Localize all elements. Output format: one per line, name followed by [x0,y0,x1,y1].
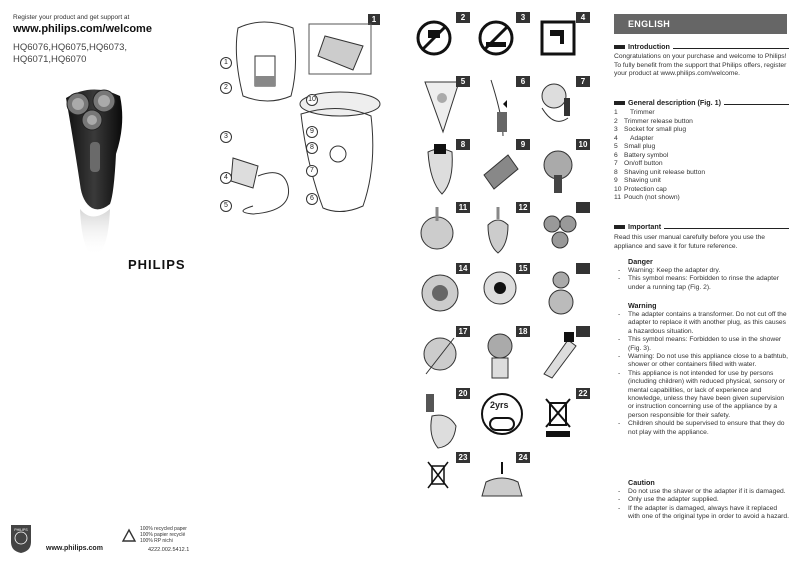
list-item: - This symbol means: Forbidden to use in the shower (Fig. 3). [618,336,782,352]
english-header: ENGLISH [614,14,787,34]
fig-19-image [538,330,580,380]
list-item: 8 Shaving unit release button [614,168,706,176]
important-text: Read this user manual carefully before you use the appliance and save it for future reference. [614,234,765,250]
fig-5-number: 5 [456,76,470,87]
fig-18-image [480,330,520,380]
list-item: 6 Battery symbol [614,151,669,159]
list-item: 11 Pouch (not shown) [614,194,680,201]
fig1-callout-8: 8 [306,142,318,154]
fig-10-image [538,145,578,195]
list-item: 10 Protection cap [614,185,667,193]
warning-list [618,311,789,437]
fig1-callout-6: 6 [306,193,318,205]
fig-6-image [483,78,519,138]
fig-20-image [418,392,462,452]
important-section-heading [614,222,789,231]
footer-url[interactable]: www.philips.com [46,545,103,552]
important-title: Important [628,222,662,231]
list-item: - Only use the adapter supplied. [618,496,719,504]
list-item: - Children should be supervised to ensure that they do not play with the appliance. [618,420,785,436]
fig-1-number: 1 [368,14,380,25]
fig-5-image [423,80,461,135]
fig1-callout-9: 9 [306,126,318,138]
fig-20-number: 20 [456,388,470,399]
fig-23-bin-icon [424,460,452,492]
models-line-1: HQ6076,HQ6075,HQ6073, [13,42,128,53]
fig-9-image [478,145,522,195]
recycled-line-2: 100% papier recyclé [140,532,186,538]
list-item: - If the adapter is damaged, always have it replaced with one of the original type in order to avoid a hazard. [618,504,789,521]
register-line: Register your product and get support at [13,14,130,21]
logo-text: PHILIPS [14,528,28,532]
list-item: 3 Socket for small plug [614,126,687,133]
fig-16-image [543,270,579,316]
recycled-line-3: 100% RP nichi [140,538,173,544]
fig-24-number: 24 [516,452,530,463]
fig-15-image [480,266,520,310]
caution-list [618,488,789,522]
fig1-callout-3: 3 [220,131,232,143]
fig1-callout-4: 4 [220,172,232,184]
philips-brand: PHILIPS [128,257,186,272]
fig-11-number: 11 [456,202,470,213]
fig-8-image [420,142,460,197]
two-years-label: 2yrs [490,400,509,410]
intro-section-heading [614,42,789,51]
list-item: - Warning: Keep the adapter dry. [618,267,721,274]
list-item: 4 Adapter [614,134,654,142]
fig-7-number: 7 [576,76,590,87]
fig-13-number [576,202,590,213]
fig-23-number: 23 [456,452,470,463]
doc-number: 4222.002.5412.1 [148,547,190,553]
danger-list [618,267,789,292]
fig-3-number: 3 [516,12,530,23]
fig-14-number: 14 [456,263,470,274]
weee-bin-icon [542,395,574,439]
fig-12-number: 12 [516,202,530,213]
fig1-callout-1: 1 [220,57,232,69]
caution-title: Caution [628,478,655,487]
fig-17-number: 17 [456,326,470,337]
list-item: 7 On/off button [614,160,663,167]
keep-dry-icon [540,20,576,56]
list-item: - Warning: Do not use this appliance close to a bathtub, shower or other containers filled with water. [618,353,788,369]
fig-14-image [418,268,462,318]
shaver-product-image [52,84,132,264]
fig-13-image [540,210,580,254]
fig1-callout-2: 2 [220,82,232,94]
fig-15-number: 15 [516,263,530,274]
fig-12-image [478,205,518,257]
fig-9-number: 9 [516,139,530,150]
fig-7-image [538,78,580,134]
fig-24-image [478,460,526,500]
list-item: 1 Trimmer [614,109,655,116]
general-section-heading [614,98,789,107]
list-item: - The adapter contains a transformer. Do not cut off the adapter to replace it with another plug, as this causes a hazardous situation. [618,311,787,335]
warning-title: Warning [628,301,657,310]
fig-19-number [576,326,590,337]
recycle-icon [120,528,138,546]
list-item: - This symbol means: Forbidden to rinse the adapter under a running tap (Fig. 2). [618,275,779,291]
fig1-callout-10: 10 [306,94,318,106]
list-item: 9 Shaving unit [614,177,661,184]
two-years-icon [480,392,524,438]
recycled-line-1: 100% recycled paper [140,526,187,532]
no-rinse-adapter-icon [416,20,452,56]
fig-18-number: 18 [516,326,530,337]
fig-4-number: 4 [576,12,590,23]
danger-title: Danger [628,257,653,266]
models-line-2: HQ6071,HQ6070 [13,54,87,65]
fig-1-diagram [213,16,383,221]
fig-6-number: 6 [516,76,530,87]
list-item: 2 Trimmer release button [614,117,693,125]
intro-text: Congratulations on your purchase and welcome to Philips! To fully benefit from the support that Philips offers, register your product at www.philips.com/welcome. [614,53,787,78]
fig-22-number: 22 [576,388,590,399]
list-item: - This appliance is not intended for use by persons (including children) with reduced physical, sensory or mental capabilities, or lack of experience and knowledge, unless they have been given supervision or instruction concerning use of the appliance by a person responsible for their safety. [618,369,785,419]
fig-11-image [415,205,459,257]
intro-title: Introduction [628,42,670,51]
welcome-url[interactable]: www.philips.com/welcome [13,23,152,35]
fig1-callout-5: 5 [220,200,232,212]
list-item: 5 Small plug [614,143,656,150]
fig-16-number [576,263,590,274]
fig-17-image [418,330,462,380]
no-shower-icon [478,20,514,56]
parts-list [614,109,789,203]
list-item: - Do not use the shaver or the adapter if it is damaged. [618,488,786,495]
fig1-callout-7: 7 [306,165,318,177]
fig-10-number: 10 [576,139,590,150]
fig-2-number: 2 [456,12,470,23]
fig-8-number: 8 [456,139,470,150]
general-title: General description (Fig. 1) [628,98,722,107]
